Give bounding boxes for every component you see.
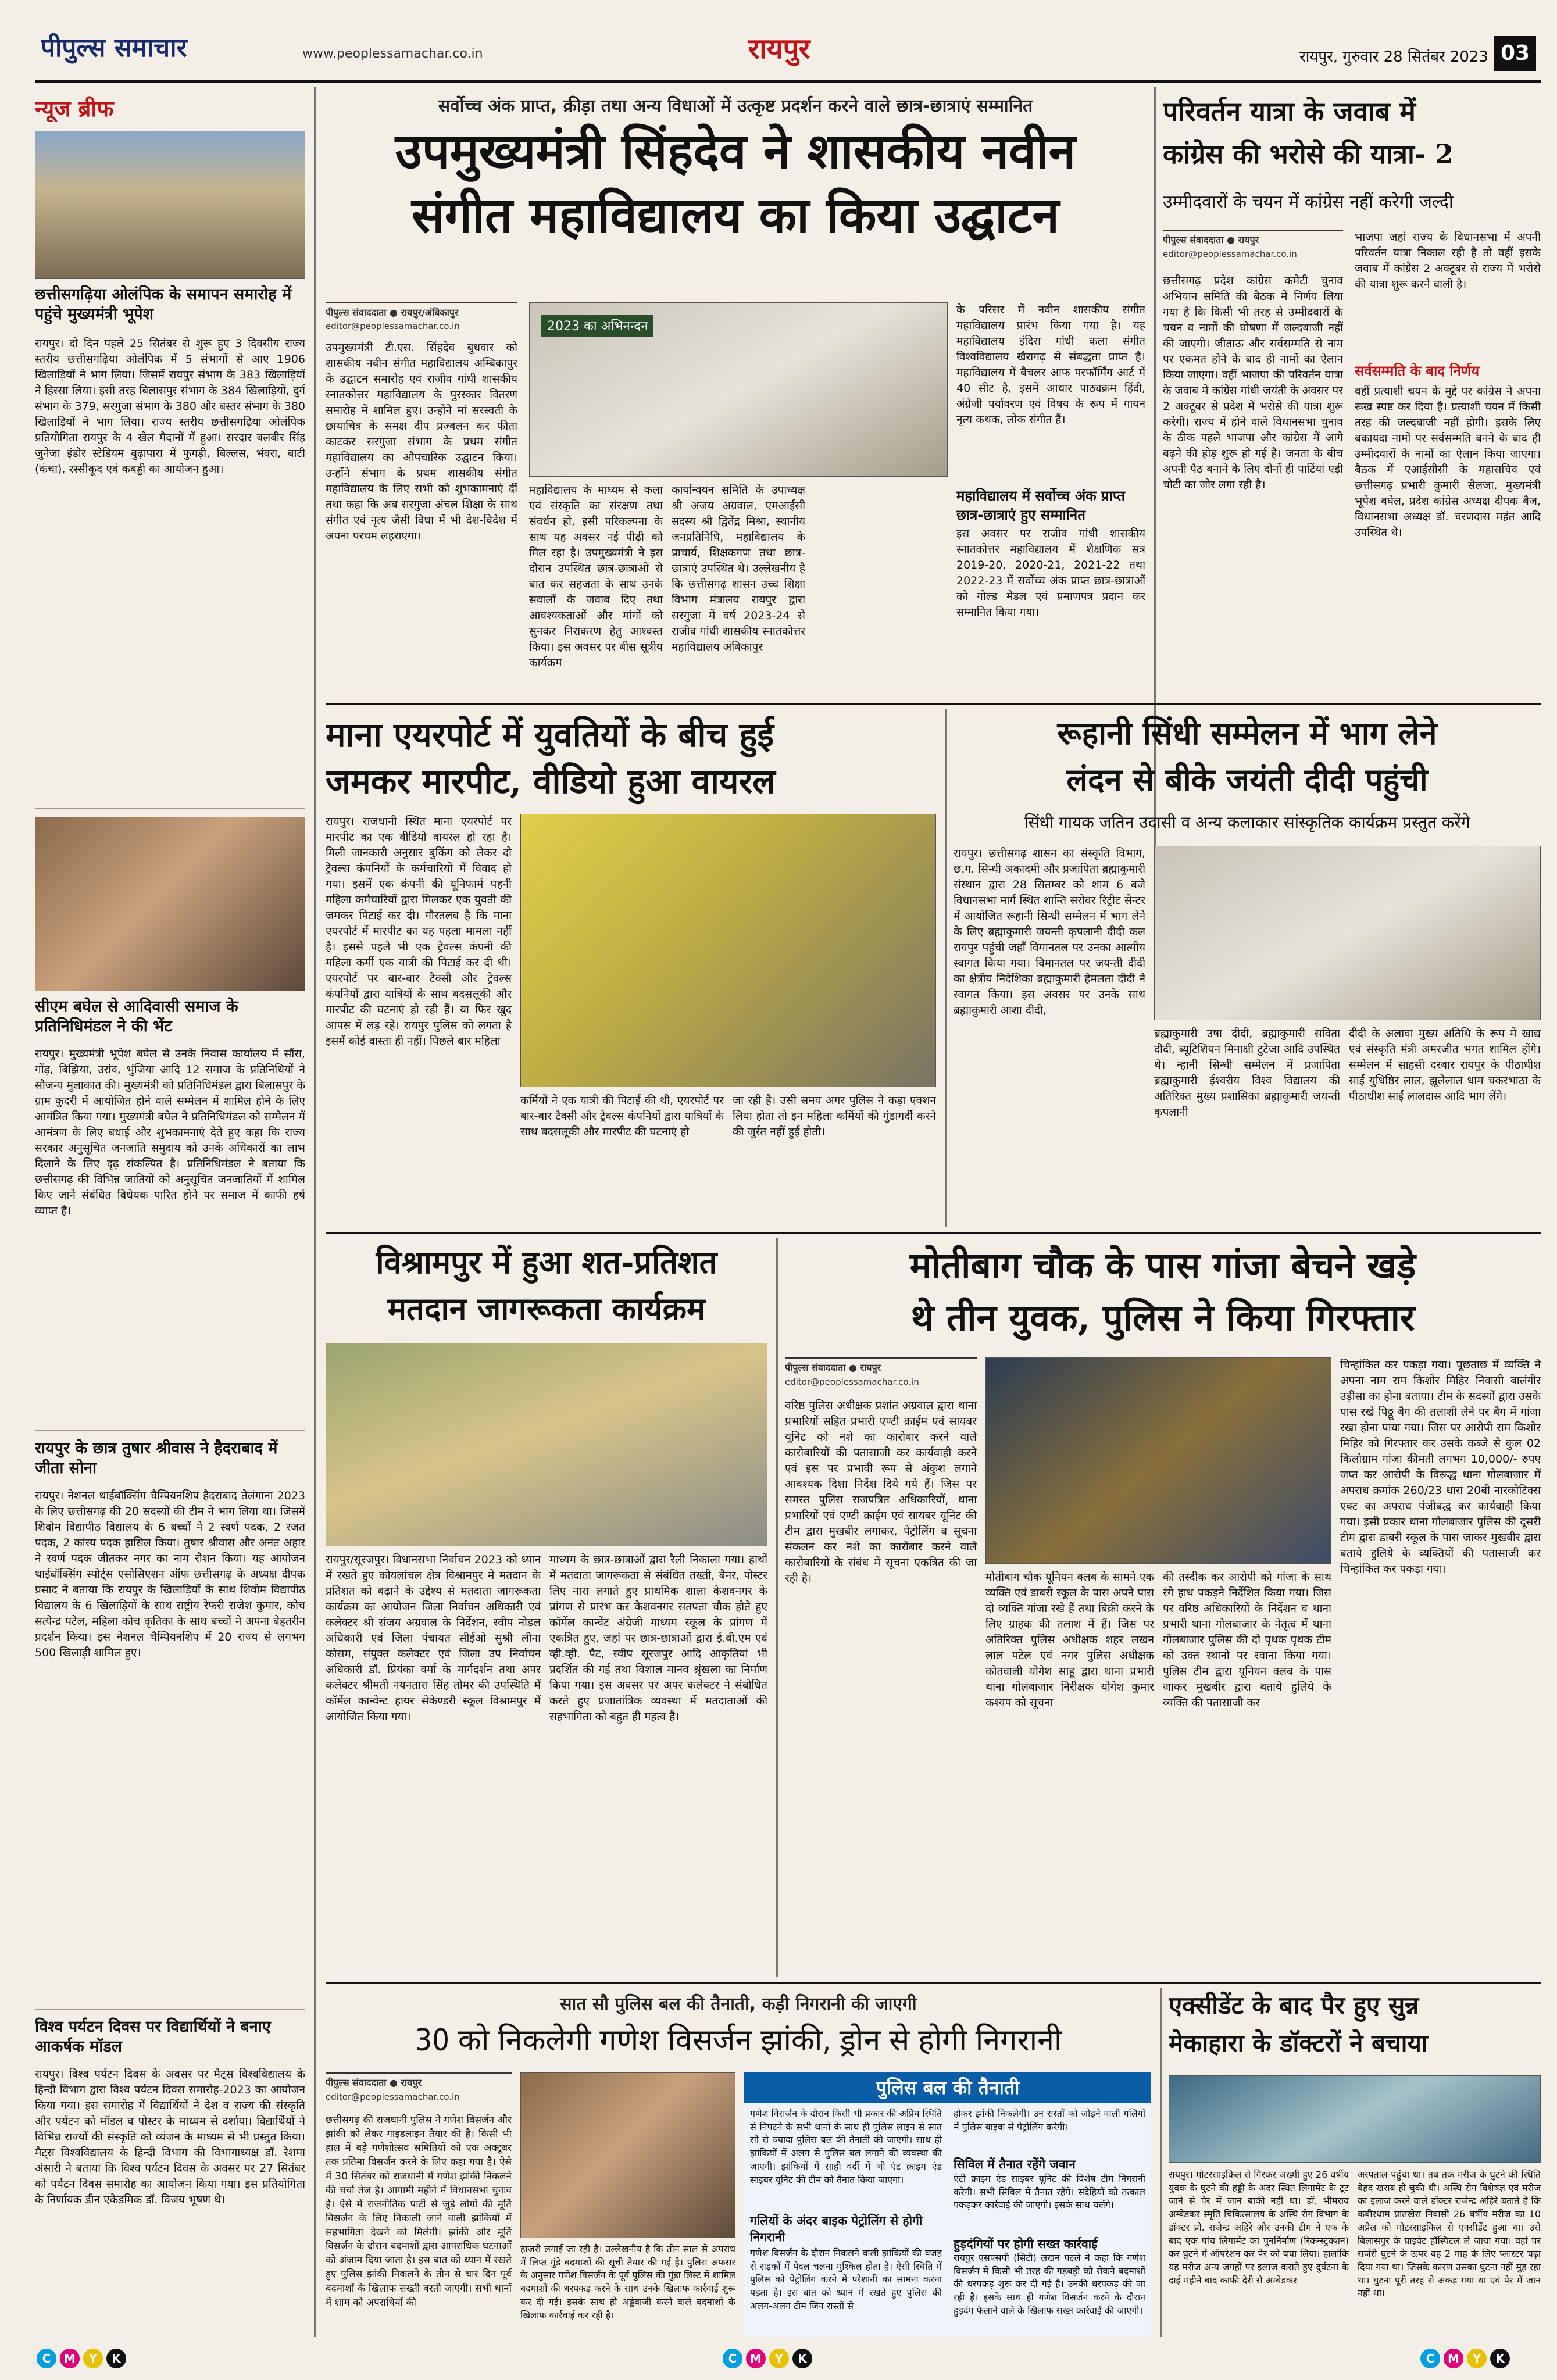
- brief-1-title: छत्तीसगढ़िया ओलंपिक के समापन समारोह में पहुंचे मुख्यमंत्री भूपेश: [35, 285, 292, 323]
- ganja-caption-col: मोतीबाग चौक यूनियन क्लब के सामने एक व्यक्ति एवं डाबरी स्कूल के पास अपने पास दो व्यक्ति गांजा रखे हैं तथा बिक्री करने के लिए ग्राहक की तलाश में हैं। जिस पर अतिरिक्त पुलिस अधीक्षक शहर लखन लाल पटेल एवं नगर पुलिस अधीक्षक कोतवाली योगेश साहू द्वारा थाना प्रभारी थाना गोलबाजार निरीक्षक योगेश कुमार कश्यप को सूचना: [985, 1571, 1154, 1709]
- lead-col-3: कार्यान्वयन समिति के उपाध्यक्ष श्री अजय अग्रवाल, एमआईसी सदस्य श्री द्वितेंद्र मिश्रा, स्थानीय जनप्रतिनिधि, महाविद्यालय के प्राचार्य, शिक्षकगण तथा छात्र-छात्राएं उपस्थित थे। उल्लेखनीय है कि छत्तीसगढ़ शासन उच्च शिक्षा विभाग मंत्रालय रायपुर द्वारा सरगुजा में वर्ष 2023-24 से राजीव गांधी शासकीय स्नातकोत्तर महाविद्यालय अंबिकापुर: [672, 484, 805, 653]
- vishrampur-col-2: माध्यम के छात्र-छात्राओं द्वारा रैली निकाला गया। हाथों में मतदाता जागरूकता से संबंधित तख्ती, बैनर, पोस्टर लिए नारा लगाते हुए प्राथमिक शाला केशवनगर के प्रांगण से प्रारंभ कर केशवनगर सतपता चौक होते हुए कॉर्मेल कान्वेंट अंग्रेजी माध्यम स्कूल के प्रांगण में एकत्रित हुए, जहां पर छात्र-छात्राओं द्वारा ई.वी.एम एवं व्ही.व्ही. पैट, स्वीप सूरजपुर आदि आकृतियां भी प्रदर्शित की गई तथा विशाल मानव श्रृंखला का निर्माण किया गया। इस अवसर पर अपर कलेक्टर ने संबोधित करते हुए प्रजातांत्रिक व्यवस्था में मतदाताओं की सहभागिता को बहुत ही महत्व है।: [549, 1553, 767, 1723]
- vishrampur-headline-line2: मतदान जागरूकता कार्यक्रम: [387, 1291, 706, 1327]
- lead-kicker: सर्वोच्च अंक प्राप्त, क्रीड़ा तथा अन्य विधाओं में उत्कृष्ट प्रदर्शन करने वाले छात्र-छात्राएं सम्मानित: [438, 96, 1033, 116]
- brief-3-title: रायपुर के छात्र तुषार श्रीवास ने हैदराबाद में जीता सोना: [35, 1439, 278, 1477]
- brief-1-body: रायपुर। दो दिन पहले 25 सितंबर से शुरू हुए 3 दिवसीय राज्य स्तरीय छत्तीसगढ़िया ओलंपिक में 5 संभागों से आए 1906 खिलाड़ियों ने भाग लिया। जिसमें रायपुर संभाग के 383 खिलाड़ियों ने हिस्सा लिया। इसी तरह बिलासपुर संभाग के 384 खिलाड़ियों, दुर्ग संभाग के 379, सरगुजा संभाग के 380 और बस्तर संभाग के 380 खिलाड़ियों ने भाग लिया। राज्य स्तरीय छत्तीसगढ़िया ओलंपिक प्रतियोगिता रायपुर के 4 खेल मैदानों में हुआ। सरदार बलबीर सिंह जुनेजा इंडोर स्टेडियम बुढ़ापारा में फुगड़ी, बिल्लस, भंवरा, बाटी (कंचा), रस्सीकूद एवं कबड्डी का आयोजन हुआ।: [35, 337, 305, 476]
- mana-airport-photo: [520, 814, 936, 1087]
- congress-headline-line2: कांग्रेस की भरोसे की यात्रा- 2: [1163, 138, 1454, 170]
- masthead-logo: पीपुल्स समाचार: [41, 33, 187, 63]
- police-box-col-2: होकर झांकी निकलेगी। उन रास्तों को जोड़ने वाली गलियों में पुलिस बाइक से पेट्रोलिंग करेगी।: [954, 2108, 1145, 2132]
- cmyk-y: Y: [83, 2349, 103, 2368]
- divider: [35, 1430, 305, 1431]
- column-divider: [1160, 1988, 1162, 2337]
- page-number: 03: [1494, 36, 1536, 71]
- photo-banner-text: 2023 का अभिनन्दन: [541, 315, 653, 337]
- ganesh-col-2: हाजरी लगाई जा रही है। उल्लेखनीय है कि तीन साल से अपराध में लिप्त गुंडे बदमाशों की सूची तैयार की गई है। पुलिस अफसर के अनुसार गणेश विसर्जन के पूर्व पुलिस की गुंडा लिस्ट में शामिल बदमाशों की धरपकड़ करने के साथ उनके खिलाफ कार्रवाई शुरू कर दी गई। इसके साथ ही अड्डेबाजी करने वाले बदमाशों के खिलाफ कार्रवाई कर रही है।: [520, 2243, 735, 2321]
- ganja-col-2: की तस्दीक कर आरोपी को गांजा के साथ रंगे हाथ पकड़ने निर्देशित किया गया। जिस पर वरिष्ठ अधिकारियों के निर्देशन व थाना प्रभारी थाना गोलबाजार के नेतृत्व में थाना गोलबाजार पुलिस की दो पृथक पृथक टीम को उक्त स्थानों पर रवाना किया गया। पुलिस टीम द्वारा यूनियन क्लब के पास जाकर मुखबीर द्वारा बताये हुलिये के व्यक्ति की पतासाजी कर: [1163, 1571, 1331, 1709]
- divider: [35, 2009, 305, 2010]
- cmyk-mark-left: [35, 2349, 151, 2374]
- lead-photo: [529, 302, 948, 477]
- masthead-rule: [35, 80, 1541, 83]
- congress-email[interactable]: editor@peoplessamachar.co.in: [1163, 249, 1297, 259]
- cmyk-c: C: [723, 2349, 742, 2368]
- brief-3-body: रायपुर। नेशनल थाईबॉक्सिंग चैम्पियनशिप हैदराबाद तेलंगाना 2023 के लिए छत्तीसगढ़ की 20 सदस्यों की टीम ने भाग लिया था। जिसमें शिवोम विद्यापीठ विद्यालय के 6 बच्चों ने 2 स्वर्ण पदक, 2 रजत पदक, 2 कांस्य पदक हासिल किया। तुषार श्रीवास और अनंत अहार ने स्वर्ण पदक जीतकर नगर का नाम रौशन किया। यह आयोजन थाईबॉक्सिंग स्पोर्ट्स एसोसिएशन ऑफ छत्तीसगढ़ के अध्यक्ष दीपक प्रसाद ने बताया कि रायपुर के खिलाड़ियों के साथ शिवोम विद्यापीठ विद्यालय के 6 खिलाड़ियों के साथ राष्ट्रीय रेफरी राजेश कुमार, कोच सत्येन्द्र पटेल, महिला कोच कृतिका के साथ बच्चों ने अपना बेहतरीन प्रदर्शन किया। इस नेशनल चैम्पियनशिप में 20 राज्य से लगभग 500 खिलाड़ी शामिल हुए।: [35, 1489, 305, 1659]
- police-box-title: पुलिस बल की तैनाती: [744, 2072, 1151, 2103]
- congress-col-2-bottom: वहीं प्रत्याशी चयन के मुद्दे पर कांग्रेस ने अपना रूख स्पष्ट कर दिया है। प्रत्याशी चयन में किसी तरह की जल्दबाजी नहीं होगी। इसके लिए बकायदा नामों पर सर्वसम्मति बनने के बाद ही उम्मीदवारों के नामों का ऐलान किया जाएगा। बैठक में एआईसीसी के महासचिव एवं छत्तीसगढ़ प्रभारी कुमारी सैलजा, मुख्यमंत्री भूपेश बघेल, प्रदेश कांग्रेस अध्यक्ष दीपक बैज, विधानसभा अध्यक्ष डॉ. चरणदास महंत आदि उपस्थित थे।: [1355, 385, 1541, 539]
- mana-col-1: रायपुर। राजधानी स्थित माना एयरपोर्ट पर मारपीट का एक वीडियो वायरल हो रहा है। मिली जानकारी अनुसार बुकिंग को लेकर दो ट्रेवल्स कंपनियों के कर्मचारियों में विवाद हो गया। इसमें एक कंपनी की यूनिफार्म पहनी महिला कर्मचारियों द्वारा मिलकर एक युवती की जमकर पिटाई कर दी। गौरतलब है कि माना एयरपोर्ट में मारपीट का यह पहला मामला नहीं है। इससे पहले भी एक ट्रेवल्स कंपनी की महिला कर्मी एक यात्री की पिटाई कर दी थी। एयरपोर्ट पर बार-बार टैक्सी और ट्रेवल्स कंपनियों द्वारा यात्रियों के साथ बदसलूकी और मारपीट की घटनाएं हो रही हैं। या फिर खुद आपस में लड़ रहे। रायपुर पुलिस को लगता है इसमें कोई वास्ता ही नहीं। पिछले बार महिला: [326, 815, 512, 1048]
- column-divider: [1154, 87, 1156, 971]
- sindhi-col-2: ब्रह्माकुमारी उषा दीदी, ब्रह्माकुमारी सविता दीदी, ब्यूटिशियन मिनाक्षी टुटेजा आदि उपस्थित थे। न्हानी सिन्धी सम्मेलन में प्रजापिता ब्रह्माकुमारी ईश्वरीय विश्व विद्यालय की अतिरिक्त मुख्य प्रशासिका ब्रह्माकुमारी जयन्ती कृपलानी: [1154, 1027, 1340, 1118]
- lead-col-1: उपमुख्यमंत्री टी.एस. सिंहदेव बुधवार को शासकीय नवीन संगीत महाविद्यालय अम्बिकापुर के उद्घाटन समारोह एवं राजीव गांधी शासकीय स्नातकोत्तर महाविद्यालय के पुरस्कार वितरण समारोह में शामिल हुए। उन्होंने मां सरस्वती के छायाचित्र के समक्ष दीप प्रज्वलन कर फीता काटकर सरगुजा संभाग के प्रथम संगीत महाविद्यालय का औपचारिक उद्घाटन किया। उन्होंने संभाग के प्रथम शासकीय संगीत महाविद्यालय के लिए सभी को शुभकामनाएं दीं तथा कहा कि अब सरगुजा अंचल शिक्षा के साथ संगीत एवं नृत्य जैसी विधा में भी देश-विदेश में अपना परचम लहराएगा।: [326, 341, 517, 542]
- news-brief-tag: न्यूज ब्रीफ: [35, 96, 114, 121]
- lead-sub-body: इस अवसर पर राजीव गांधी शासकीय स्नातकोत्तर महाविद्यालय में शैक्षणिक सत्र 2019-20, 2020-21, 2021-22 तथा 2022-23 में सर्वोच्च अंक प्राप्त छात्र-छात्राओं को गोल्ड मेडल एवं प्रमाणपत्र प्रदान कर सम्मानित किया गया।: [956, 527, 1145, 619]
- police-box-col-1: गणेश विसर्जन के दौरान किसी भी प्रकार की अप्रिय स्थिति से निपटने के सभी थानों के साथ ही पुलिस लाइन से सात सौ से ज्यादा पुलिस बल की तैनाती की जाएगी। साथ ही झांकियों में अलग से पुलिस बल लगाने की व्यवस्था की जाएगी। झांकियों में साही वर्दी में भी एंट क्राइम एंड साइबर यूनिट की टीम को तैनात किया जाएगा।: [750, 2108, 942, 2185]
- mana-col-2: कर्मियों ने एक यात्री की पिटाई की थी, एयरपोर्ट पर बार-बार टैक्सी और ट्रेवल्स कंपनियों द्वारा यात्रियों के साथ बदसलूकी और मारपीट की घटनाएं हो: [520, 1094, 724, 1138]
- surgery-photo: [1169, 2075, 1541, 2163]
- vishrampur-headline-line1: विश्रामपुर में हुआ शत-प्रतिशत: [376, 1244, 717, 1281]
- cmyk-k: K: [792, 2349, 812, 2368]
- lead-subhead: महाविद्यालय में सर्वोच्च अंक प्राप्त छात्र-छात्राएं हुए सम्मानित: [956, 488, 1125, 523]
- column-divider: [776, 1238, 778, 1977]
- cmyk-mark-center: [721, 2349, 837, 2374]
- ganesh-email[interactable]: editor@peoplessamachar.co.in: [326, 2092, 460, 2102]
- police-box-subhead-3: हुड़दंगियों पर होगी सख्त कार्रवाई: [954, 2237, 1098, 2251]
- cmyk-y: Y: [1467, 2349, 1487, 2368]
- sindhi-headline-line1: रूहानी सिंधी सम्मेलन में भाग लेने: [1057, 715, 1437, 752]
- brief-4-title: विश्व पर्यटन दिवस पर विद्यार्थियों ने बनाए आकर्षक मॉडल: [35, 2018, 271, 2056]
- accident-headline-line2: मेकाहारा के डॉक्टरों ने बचाया: [1169, 2029, 1428, 2057]
- sindhi-headline-line2: लंदन से बीके जयंती दीदी पहुंची: [1066, 762, 1428, 798]
- ganesh-col-1: छत्तीसगढ़ की राजधानी पुलिस ने गणेश विसर्जन और झांकी को लेकर गाइडलाइन तैयार की है। किसी भी हाल में बड़े गणेशोत्सव समितियों को एक अक्टूबर तक प्रतिमा विसर्जन करने के लिए कहा गया है। ऐसे में 30 सितंबर को राजधानी में गणेश झांकी निकलने की चर्चा तेज है। आगामी महीने में विधानसभा चुनाव है। ऐसे में राजनीतिक पार्टी से जुड़े लोगों की मूर्ति विसर्जन के लिए निकाली जाने वाली झांकियों में सहभागिता देखने को मिलेगी। झांकी और मूर्ति विसर्जन के दौरान बदमाशों द्वारा आपराधिक घटनाओं को अंजाम दिया जाता है। इस बात को ध्यान में रखते हुए पुलिस झांकी निकलने के तीन से चार दिन पूर्व बदमाशों के खिलाफ सख्ती बरती जाएगी। सभी थानों में शाम को अपराधियों की: [326, 2114, 512, 2308]
- ganesh-byline: पीपुल्स संवाददाता ● रायपुर: [326, 2072, 512, 2090]
- police-box-sub1-body: गणेश विसर्जन के दौरान निकलने वाली झांकियों की वजह से सड़कों में पैदल चलना मुश्किल होता है। ऐसी स्थिति में पुलिस को पेट्रोलिंग करने में परेशानी का सामना करना पड़ता है। इस बात को ध्यान में रखते हुए पुलिस की अलग-अलग टीम जिन रास्तों से: [750, 2247, 942, 2311]
- ganesh-photo: [520, 2072, 735, 2238]
- cmyk-mark-right: [1419, 2349, 1535, 2374]
- police-box-subhead-1: गलियों के अंदर बाइक पेट्रोलिंग से होगी निगरानी: [750, 2214, 923, 2244]
- ganja-col-3: चिन्हांकित कर पकड़ा गया। पूछताछ में व्यक्ति ने अपना नाम राम किशोर मिहिर निवासी बालंगीर उड़ीसा का होना बताया। टीम के सदस्यों द्वारा उसके पास रखे पिठ्ठू बैग की तलाशी लेने पर बैग में गांजा रखा होना पाया गया। जिस पर आरोपी राम किशोर मिहिर को गिरफ्तार कर उसके कब्जे से कुल 02 किलोग्राम गांजा कीमती लगभग 10,000/- रुपए जप्त कर आरोपी के विरूद्ध थाना गोलबाजार में अपराध क्रमांक 260/23 धारा 20बी नारकोटिक्स एक्ट का अपराध पंजीबद्ध कर कार्यवाही किया गया। इसी प्रकार थाना गोलबाजार पुलिस की दूसरी टीम द्वारा डाबरी स्कूल के पास जाकर मुखबीर द्वारा बताये हुलिये के व्यक्तियों की पतासाजी कर चिन्हांकित कर पकड़ा गया।: [1340, 1359, 1541, 1575]
- ganja-byline: पीपुल्स संवाददाता ● रायपुर: [785, 1357, 977, 1375]
- tribal-delegation-photo: [35, 817, 305, 991]
- brief-4-body: रायपुर। विश्व पर्यटन दिवस के अवसर पर मैट्स विश्वविद्यालय के हिन्दी विभाग द्वारा विश्व पर्यटन दिवस समारोह-2023 का आयोजन किया गया। इस समारोह में विद्यार्थियों ने देश व राज्य की संस्कृति और पर्यटन को मॉडल व पोस्टर के माध्यम से दर्शाया। विद्यार्थियों ने विभिन्न राज्यों की संस्कृति को व्यंजन के माध्यम से भी प्रस्तुत किया। मैट्स विश्वविद्यालय के हिन्दी विभाग की विभागाध्यक्ष डॉ. रेशमा अंसारी ने बताया कि विश्व पर्यटन दिवस के अवसर पर 27 सितंबर को पर्यटन दिवस समारोह का आयोजन किया गया। इस प्रतियोगिता के निर्णायक डीन एकेडमिक डॉ. विजय भूषण थे।: [35, 2068, 305, 2206]
- congress-col-1: छत्तीसगढ़ प्रदेश कांग्रेस कमेटी चुनाव अभियान समिति की बैठक में निर्णय लिया गया है कि किसी भी तरह से उम्मीदवारों के चयन व नामों की घोषणा में जल्दबाजी नहीं की जाएगी। जीताऊ और सर्वसम्मति से नाम पर एकमत होने के बाद ही नामों का ऐलान किया जाएगा। वहीं भाजपा की परिवर्तन यात्रा के जवाब में कांग्रेस गांधी जयंती के अवसर पर 2 अक्टूबर से प्रदेश में भरोसे की यात्रा शुरू करेगी। राज्य में होने वाले विधानसभा चुनाव के ठीक पहले भाजपा और कांग्रेस में आगे बढ़ने की होड़ शुरू हो गई है। जनता के बीच अपनी पैठ बनाने के लिए दोनों ही पार्टियां एड़ी चोटी का जोर लगा रही है।: [1163, 274, 1343, 491]
- sindhi-col-3: दीदी के अलावा मुख्य अतिथि के रूप में खाद्य एवं संस्कृति मंत्री अमरजीत भगत शामिल होंगे। सम्मेलन में साहसी दरबार रायपुर के पीठाधीश साईं युधिष्ठिर लाल, झूलेलाल धाम चकरभाठा के पीठाधीश साईं लालदास आदि भाग लेंगे।: [1349, 1027, 1541, 1103]
- congress-headline-line1: परिवर्तन यात्रा के जवाब में: [1163, 96, 1416, 127]
- ganja-col-1: वरिष्ठ पुलिस अधीक्षक प्रशांत अग्रवाल द्वारा थाना प्रभारियों सहित प्रभारी एण्टी क्राईम एवं सायबर यूनिट को नशे का कारोबार करने वाले कारोबारियों की पतासाजी कर कार्यवाही करने एवं इस पर प्रभावी रूप से अंकुश लगाने आवश्यक दिशा निर्देश दिये गये हैं। जिस पर समस्त पुलिस राजपत्रित अधिकारियों, थाना प्रभारियों एवं एण्टी क्राईम एवं सायबर यूनिट की टीम द्वारा मुखबीर लगाकर, पेट्रोलिंग व सूचना संकलन कर नशे का कारोबार करने वाले कारोबारियों के संबंध में सूचना एकत्रित की जा रही है।: [785, 1399, 977, 1585]
- lead-byline: पीपुल्स संवाददाता ● रायपुर/अंबिकापुर: [326, 302, 517, 320]
- issue-date: रायपुर, गुरुवार 28 सितंबर 2023: [1299, 48, 1488, 66]
- cmyk-k: K: [106, 2349, 126, 2368]
- accident-headline-line1: एक्सीडेंट के बाद पैर हुए सुन्न: [1169, 1991, 1419, 2020]
- lead-col-2: महाविद्यालय के माध्यम से कला एवं संस्कृति का संरक्षण तथा संवर्धन हो, इसी परिकल्पना के साथ यह अवसर नई पीढ़ी को मिल रहा है। उपमुख्यमंत्री ने इस दौरान उपस्थित छात्र-छात्राओं से बात कर सहजता के साथ उनके सवालों के जवाब दिए तथा आवश्यकताओं और मांगों को सुनकर निराकरण हेतु आश्वस्त किया। इस अवसर पर बीस सूत्रीय कार्यक्रम: [529, 484, 663, 669]
- mana-headline-line2: जमकर मारपीट, वीडियो हुआ वायरल: [326, 762, 776, 801]
- accused-photo: [985, 1357, 1331, 1564]
- brief-2-title: सीएम बघेल से आदिवासी समाज के प्रतिनिधिमंडल ने की भेंट: [35, 998, 238, 1035]
- ganesh-headline: 30 को निकलेगी गणेश विसर्जन झांकी, ड्रोन से होगी निगरानी: [415, 2023, 1062, 2058]
- congress-deck: उम्मीदवारों के चयन में कांग्रेस नहीं करेगी जल्दी: [1163, 192, 1454, 212]
- brief-2-body: रायपुर। मुख्यमंत्री भूपेश बघेल से उनके निवास कार्यालय में सौंरा, गोंड़, बिझिया, उरांव, भुंजिया आदि 12 समाज के प्रतिनिधियों ने सौजन्य मुलाकात की। मुख्यमंत्री को प्रतिनिधिमंडल द्वारा बिलासपुर के ग्राम कुदरी में आयोजित होने वाले सम्मेलन में शामिल होने के लिए आमंत्रित किया गया। मुख्यमंत्री बघेल ने प्रतिनिधिमंडल को सम्मेलन में आमंत्रण के लिए बधाई और शुभकामनाएं देते हुए कहा कि राज्य सरकार अनुसूचित जनजाति समुदाय को उनके अधिकारों का लाभ दिलाने के लिए दृढ़ संकल्पित है। प्रतिनिधिमंडल ने बताया कि छत्तीसगढ़ की विभिन्न जातियों को अनुसूचित जनजातियों में शामिल किए जाने संबंधित विधेयक पारित होने पर समाज में काफी हर्ष व्याप्त है।: [35, 1048, 305, 1217]
- sindhi-col-1: रायपुर। छत्तीसगढ़ शासन का संस्कृति विभाग, छ.ग. सिन्धी अकादमी और प्रजापिता ब्रह्माकुमारी संस्थान द्वारा 28 सितम्बर को शाम 6 बजे विधानसभा मार्ग स्थित शान्ति सरोवर रिट्रीट सेन्टर में आयोजित रूहानी सिन्धी सम्मेलन में भाग लेने के लिए ब्रह्माकुमारी जयन्ती कृपलानी दीदी कल रायपुर पहुंची जहाँ विमानतल पर उनका आत्मीय स्वागत किया गया। विमानतल पर जयन्ती दीदी का क्षेत्रीय निदेशिका ब्रह्माकुमारी हेमलता दीदी ने स्वागत किया। इस अवसर पर उनके साथ ब्रह्माकुमारी आशा दीदी,: [954, 847, 1145, 1017]
- cmyk-k: K: [1490, 2349, 1510, 2368]
- site-url[interactable]: www.peoplessamachar.co.in: [302, 47, 483, 61]
- lead-headline-line2: संगीत महाविद्यालय का किया उद्घाटन: [412, 186, 1059, 244]
- cmyk-m: M: [746, 2349, 766, 2368]
- lead-headline-line1: उपमुख्यमंत्री सिंहदेव ने शासकीय नवीन: [395, 122, 1076, 180]
- section-rule: [326, 703, 1541, 705]
- section-rule: [326, 1982, 1541, 1984]
- ganesh-kicker: सात सौ पुलिस बल की तैनाती, कड़ी निगरानी की जाएगी: [560, 1994, 917, 2014]
- police-box-sub2-body: एंटी क्राइम एंड साइबर यूनिट की विशेष टीम निगरानी करेगी। सभी सिविल में तैनात रहेंगे। संदेहियों को तत्काल पकड़कर कार्रवाई की जाएगी। इसके साथ चलेंगे।: [954, 2173, 1145, 2211]
- city-section-title: रायपुर: [748, 33, 810, 65]
- ganja-email[interactable]: editor@peoplessamachar.co.in: [785, 1377, 919, 1387]
- accident-col-2: अस्पताल पहुंचा था। तब तक मरीज के घुटने की स्थिति बेहद खराब हो चुकी थी। अस्थि रोग विशेषज्ञ एवं मरीज का इलाज करने वाले डॉक्टर राजेन्द्र अहिरे बताते हैं कि कबीरधाम प्रांतखेरा निवासी 26 वर्षीय मरीज का 10 अप्रैल को मोटरसाइकिल से एक्सीडेंट हुआ था। उसे बिलासपुर के प्राइवेट हॉस्पिटल ले जाया गया। वहां पर सर्जरी घुटने के ऊपर वह 2 माह के लिए प्लास्टर चढ़ा दिया गया था। जिसके कारण उसका घुटना नहीं मुड़ रहा था। घुटना पूरी तरह से अकड़ गया था एवं पैर में जान नहीं था।: [1358, 2169, 1541, 2299]
- lead-col-4: के परिसर में नवीन शासकीय संगीत महाविद्यालय प्रारंभ किया गया है। यह महाविद्यालय इंदिरा गांधी कला संगीत विश्वविद्यालय खैरागढ़ से संबद्धता प्राप्त है। महाविद्यालय में बैचलर आफ परफॉर्मिंग आर्ट में 40 सीट है, इसमें आधार पाठ्यक्रम हिंदी, अंग्रेजी पर्यावरण एवं विषय के रूप में गायन नृत्य कथक, लोक संगीत हैं।: [956, 303, 1145, 426]
- vishrampur-col-1: रायपुर/सूरजपुर। विधानसभा निर्वाचन 2023 को ध्यान में रखते हुए कोयलांचल क्षेत्र विश्रामपुर में मतदान के प्रतिशत को बढ़ाने के उद्देश्य से मतदाता जागरूकता कार्यक्रम का आयोजन जिला निर्वाचन अधिकारी एवं कलेक्टर श्री संजय अग्रवाल के निर्देशन, स्वीप नोडल अधिकारी एवं जिला पंचायत सीईओ सुश्री लीना कोसम, संयुक्त कलेक्टर एवं जिला उप निर्वाचन अधिकारी डॉ. प्रियंका वर्मा के मार्गदर्शन तथा अपर कलेक्टर श्रीमती नयनतारा सिंह तोमर की उपस्थिति में कॉर्मेल कान्वेन्ट हायर सेकेण्डरी स्कूल विश्रामपुर में आयोजित किया गया।: [326, 1553, 541, 1723]
- olympic-photo: [35, 131, 305, 279]
- cmyk-c: C: [37, 2349, 56, 2368]
- sindhi-deck: सिंधी गायक जतिन उदासी व अन्य कलाकार सांस्कृतिक कार्यक्रम प्रस्तुत करेंगे: [1024, 813, 1470, 832]
- cmyk-m: M: [1444, 2349, 1463, 2368]
- cmyk-m: M: [60, 2349, 80, 2368]
- accident-col-1: रायपुर। मोटरसाइकिल से गिरकर जख्मी हुए 26 वर्षीय युवक के घुटने की हड्डी के अंदर स्थित लिगामेंट के टूट जाने से पैर में जान बाकी नहीं था। डॉ. भीमराव अम्बेडकर स्मृति चिकित्सालय के अस्थि रोग विभाग के डॉक्टर प्रो. राजेन्द्र अहिरे और उनकी टीम ने एक के बाद एक पांच लिगामेंट का पुनर्निर्माण (रिकन्स्ट्रक्शन) कर घुटने में ऑपरेशन कर पैर को बचा लिया। हालांकि यह मरीज अन्य जगहों पर इलाज कराते हुए दुर्घटना के दाई महीने बाद काफी देरी से अम्बेडकर: [1169, 2169, 1349, 2286]
- sindhi-photo: [1154, 846, 1541, 1020]
- vishrampur-photo: [326, 1343, 767, 1546]
- ganja-headline-line2: थे तीन युवक, पुलिस ने किया गिरफ्तार: [910, 1296, 1415, 1339]
- congress-subhead: सर्वसम्मति के बाद निर्णय: [1355, 363, 1480, 379]
- lead-email[interactable]: editor@peoplessamachar.co.in: [326, 321, 460, 331]
- mana-headline-line1: माना एयरपोर्ट में युवतियों के बीच हुई: [326, 715, 774, 755]
- mana-col-3: जा रही है। उसी समय अगर पुलिस ने कड़ा एक्शन लिया होता तो इन महिला कर्मियों की गुंडागर्दी करने की जुर्रत नहीं हुई होती।: [733, 1094, 936, 1138]
- section-rule: [326, 1232, 1541, 1234]
- ganja-headline-line1: मोतीबाग चौक के पास गांजा बेचने खड़े: [909, 1244, 1416, 1287]
- police-box: [744, 2072, 1151, 2337]
- column-divider: [314, 87, 316, 2337]
- divider: [35, 808, 305, 809]
- column-divider: [945, 709, 947, 1227]
- cmyk-c: C: [1420, 2349, 1440, 2368]
- congress-byline: पीपुल्स संवाददाता ● रायपुर: [1163, 230, 1343, 247]
- police-box-sub3-body: रायपुर एसएसपी (सिटी) लखन पटले ने कहा कि गणेश विसर्जन में किसी भी तरह की गड़बड़ी को रोकने बदमाशों की धरपकड़ शुरू कर दी गई है। उनकी धरपकड़ की जा रही है। इसके साथ ही गणेश विसर्जन करने के दौरान हुड़दंग फैलाने वाले के खिलाफ सख्त कार्रवाई की जाएगी।: [954, 2252, 1145, 2316]
- congress-col-2-top: भाजपा जहां राज्य के विधानसभा में अपनी परिवर्तन यात्रा निकाल रही है तो वहीं इसके जवाब में कांग्रेस 2 अक्टूबर से राज्य में भरोसे की यात्रा शुरू करने वाली है।: [1355, 231, 1541, 291]
- cmyk-y: Y: [769, 2349, 789, 2368]
- police-box-subhead-2: सिविल में तैनात रहेंगे जवान: [954, 2157, 1076, 2171]
